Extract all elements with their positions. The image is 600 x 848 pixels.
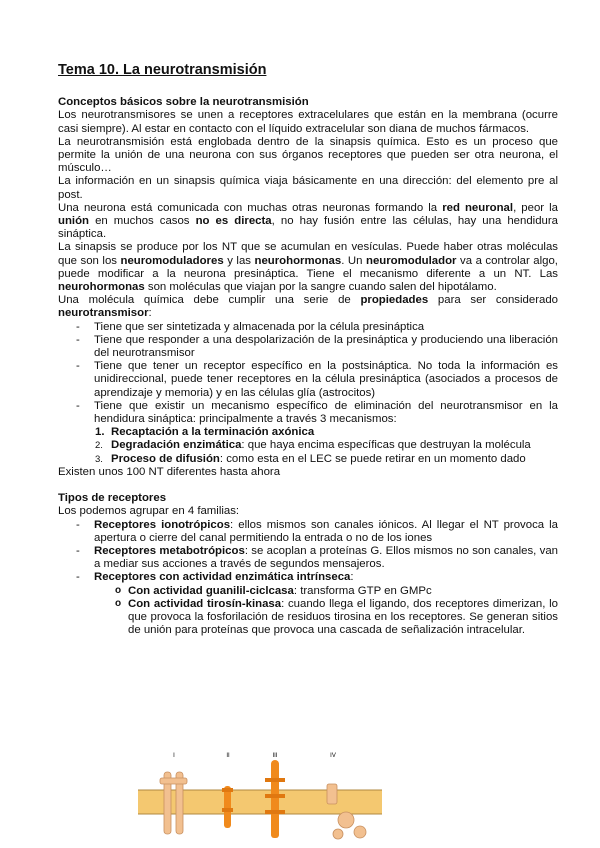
list-item: 1. Recaptación a la terminación axónica (95, 426, 315, 439)
figure-label-iv: IV (330, 753, 336, 759)
section-heading-receptores: Tipos de receptores (58, 492, 167, 505)
paragraph: La neurotransmisión está englobada dentro de la sinapsis química. Esto es un proceso que permite la unión de una neurona con sus órganos receptores que pueden ser otra neurona, el músculo… (58, 135, 558, 175)
list-item: 2. Degradación enzimática: que haya encima específicas que destruyan la molécula (95, 439, 531, 452)
list-item: - Receptores ionotrópicos: ellos mismos son canales iónicos. Al llegar el NT provoca la apertura o cierre del canal permitiendo la entrada o no de los iones (58, 519, 558, 545)
figure-label-i: I (173, 753, 175, 759)
list-item: o Con actividad tirosín-kinasa: cuando llega el ligando, dos receptores dimerizan, lo que provoca la fosforilación de residuos tirosina en los receptores. Se generan sitios de unión para proteínas que provoca una cascada de señalización intracelular. (58, 598, 558, 638)
paragraph-propiedades: Una molécula química debe cumplir una serie de propiedades para ser considerado neurotransmisor: (58, 294, 558, 320)
cell-membrane (138, 790, 382, 814)
document-body (58, 64, 558, 637)
receptor-families-figure (138, 748, 382, 848)
paragraph: Los neurotransmisores se unen a receptores extracelulares que están en la membrana (ocurre casi siempre). Al estar en contacto con el líquido extracelular son diana de muchos fármacos. (58, 109, 558, 135)
list-item: - Tiene que responder a una despolarización de la presináptica y produciendo una liberación del neurotransmisor (58, 334, 558, 360)
paragraph: La información en un sinapsis química viaja básicamente en una dirección: del elemento pre al post. (58, 175, 558, 201)
list-item: - Tiene que tener un receptor específico en la postsináptica. No toda la información es unidireccional, puede tener receptores en la célula presináptica (asociados a procesos de aprendizaje y memoria) y en las células glía (astrocitos) (58, 360, 558, 400)
figure-label-ii: II (226, 753, 230, 759)
list-item: - Tiene que ser sintetizada y almacenada por la célula presináptica (58, 321, 558, 334)
paragraph: Existen unos 100 NT diferentes hasta ahora (58, 465, 281, 478)
mechanisms-list (58, 426, 558, 466)
paragraph-sinapsis: La sinapsis se produce por los NT que se acumulan en vesículas. Puede haber otras moléculas que son los neuromoduladores y las neurohormonas. Un neuromodulador va a controlar algo, puede modificar a la neurona presináptica. Tiene el mecanismo diferente a un NT. Las neurohormonas son moléculas que viajan por la sangre cuando salen del hipotálamo. (58, 241, 558, 294)
enzymatic-sublist (58, 585, 558, 638)
receptor-families-list (58, 519, 558, 585)
list-item: - Tiene que existir un mecanismo específico de eliminación del neurotransmisor en la hendidura sináptica: principalmente a través 3 mecanismos: (58, 400, 558, 426)
paragraph-red-neuronal: Una neurona está comunicada con muchas otras neuronas formando la red neuronal, peor la unión en muchos casos no es directa, no hay fusión entre las células, hay una hendidura sináptica. (58, 201, 559, 241)
properties-list (58, 321, 558, 427)
list-item: - Receptores con actividad enzimática intrínseca: (58, 571, 558, 584)
page-title: Tema 10. La neurotransmisión (58, 62, 267, 78)
list-item: 3. Proceso de difusión: como esta en el LEC se puede retirar en un momento dado (95, 452, 526, 465)
figure-label-iii: III (272, 753, 278, 759)
paragraph: Los podemos agrupar en 4 familias: (58, 505, 240, 518)
list-item: o Con actividad guanilil-ciclcasa: transforma GTP en GMPc (58, 585, 558, 598)
section-heading-conceptos: Conceptos básicos sobre la neurotransmisión (58, 96, 309, 109)
list-item: - Receptores metabotrópicos: se acoplan a proteínas G. Ellos mismos no son canales, van a mediar sus acciones a través de segundos mensajeros. (58, 545, 558, 571)
